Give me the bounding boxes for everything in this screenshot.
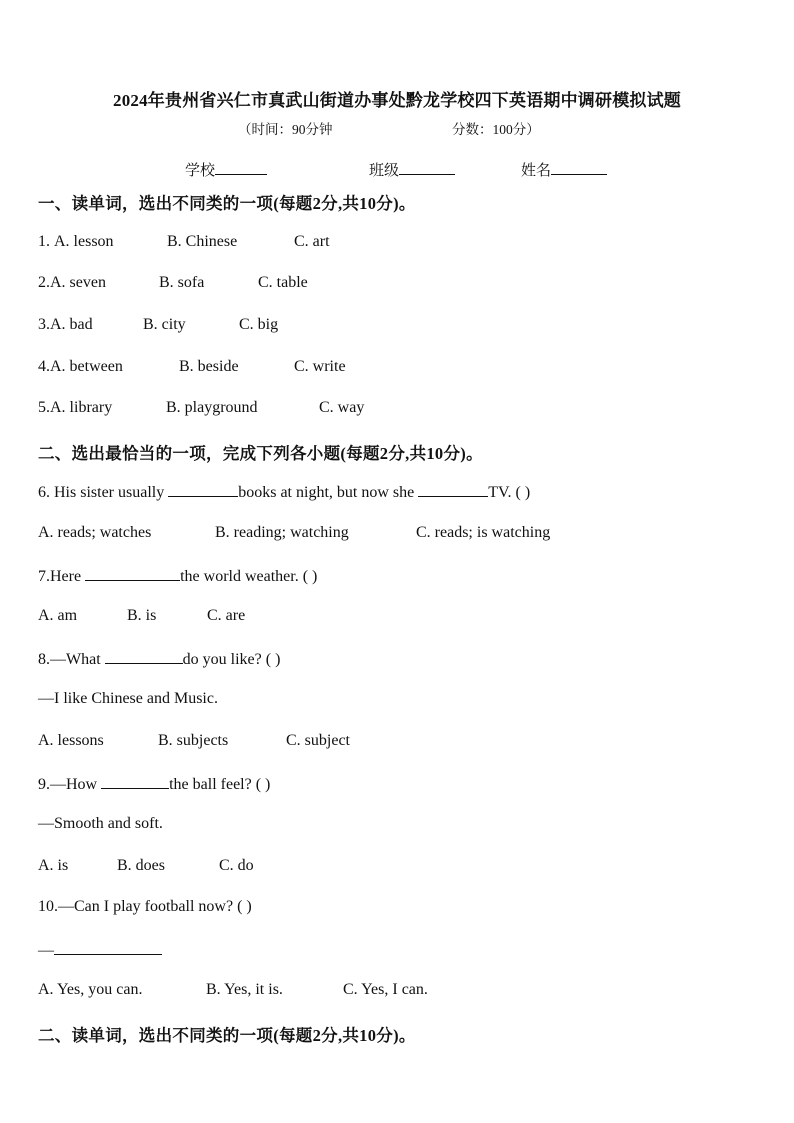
question-number: 2. (38, 274, 50, 291)
option-c: C. do (219, 857, 254, 874)
question-7 (38, 566, 317, 586)
question-number: 4. (38, 358, 50, 375)
option-c: C. big (239, 316, 279, 333)
question-9-reply: —Smooth and soft. (38, 815, 163, 832)
section-heading-3: 二、读单词，选出不同类的一项(每题2分,共10分)。 (38, 1026, 416, 1045)
option-b: B. subjects (158, 732, 229, 749)
question-stem-part: 7.Here (38, 568, 86, 585)
question-6-options (38, 524, 550, 542)
answer-blank[interactable] (168, 482, 238, 497)
option-b: B. Yes, it is. (206, 981, 283, 998)
question-9-options (38, 857, 254, 875)
class-label: 班级 (369, 163, 400, 179)
question-7-options (38, 607, 245, 625)
exam-score: 分数：100分） (452, 122, 540, 137)
option-a: A. between (50, 358, 123, 375)
question-8 (38, 649, 280, 669)
question-8-options (38, 732, 350, 750)
question-number: 3. (38, 316, 50, 333)
question-stem-part: the ball feel? ( ) (169, 776, 271, 793)
question-number: 5. (38, 399, 50, 416)
name-blank[interactable] (551, 160, 607, 175)
option-c: C. are (207, 607, 246, 624)
question-stem-part: 9.—How (38, 776, 102, 793)
option-a: A. lesson (54, 233, 114, 250)
question-1 (38, 233, 330, 251)
option-a: A. library (50, 399, 113, 416)
question-number: 1. (38, 233, 54, 250)
option-b: B. is (127, 607, 157, 624)
question-stem-part: 8.—What (38, 651, 105, 668)
question-9 (38, 774, 270, 794)
answer-blank[interactable] (418, 482, 488, 497)
option-c: C. reads; is watching (416, 524, 551, 541)
reply-dash: — (38, 942, 54, 959)
question-5 (38, 399, 364, 417)
answer-blank[interactable] (54, 940, 162, 955)
question-stem-part: 6. His sister usually (38, 484, 169, 501)
option-a: A. am (38, 607, 78, 624)
question-4 (38, 358, 346, 376)
question-3 (38, 316, 278, 334)
name-field (521, 159, 607, 180)
section-heading-2: 二、选出最恰当的一项，完成下列各小题(每题2分,共10分)。 (38, 444, 483, 463)
option-b: B. playground (166, 399, 258, 416)
option-c: C. write (294, 358, 346, 375)
option-a: A. lessons (38, 732, 104, 749)
option-a: A. Yes, you can. (38, 981, 143, 998)
question-10-options (38, 981, 428, 999)
page-title: 2024年贵州省兴仁市真武山街道办事处黔龙学校四下英语期中调研模拟试题 (113, 91, 681, 110)
school-blank[interactable] (215, 160, 267, 175)
section-heading-1: 一、读单词，选出不同类的一项(每题2分,共10分)。 (38, 194, 416, 213)
question-8-reply: —I like Chinese and Music. (38, 690, 218, 707)
question-stem-part: do you like? ( ) (182, 651, 281, 668)
question-2 (38, 274, 308, 292)
option-c: C. subject (286, 732, 350, 749)
school-label: 学校 (185, 163, 216, 179)
question-stem-part: books at night, but now she (238, 484, 419, 501)
option-c: C. Yes, I can. (343, 981, 428, 998)
option-a: A. bad (50, 316, 93, 333)
answer-blank[interactable] (101, 774, 169, 789)
option-b: B. beside (179, 358, 239, 375)
class-blank[interactable] (399, 160, 455, 175)
question-stem-part: the world weather. ( ) (180, 568, 318, 585)
question-6 (38, 482, 530, 502)
option-c: C. table (258, 274, 308, 291)
option-a: A. seven (50, 274, 106, 291)
option-c: C. way (319, 399, 365, 416)
class-field (369, 159, 455, 180)
option-a: A. is (38, 857, 69, 874)
option-b: B. Chinese (167, 233, 238, 250)
option-b: B. city (143, 316, 186, 333)
option-b: B. sofa (159, 274, 205, 291)
name-label: 姓名 (521, 163, 552, 179)
option-b: B. does (117, 857, 165, 874)
answer-blank[interactable] (105, 649, 183, 664)
option-b: B. reading; watching (215, 524, 349, 541)
question-stem-part: TV. ( ) (488, 484, 531, 501)
question-10: 10.—Can I play football now? ( ) (38, 898, 252, 915)
answer-blank[interactable] (85, 566, 180, 581)
option-c: C. art (294, 233, 330, 250)
question-10-reply (38, 940, 162, 960)
school-field (185, 159, 267, 180)
option-a: A. reads; watches (38, 524, 152, 541)
exam-time: （时间：90分钟 (238, 122, 333, 137)
